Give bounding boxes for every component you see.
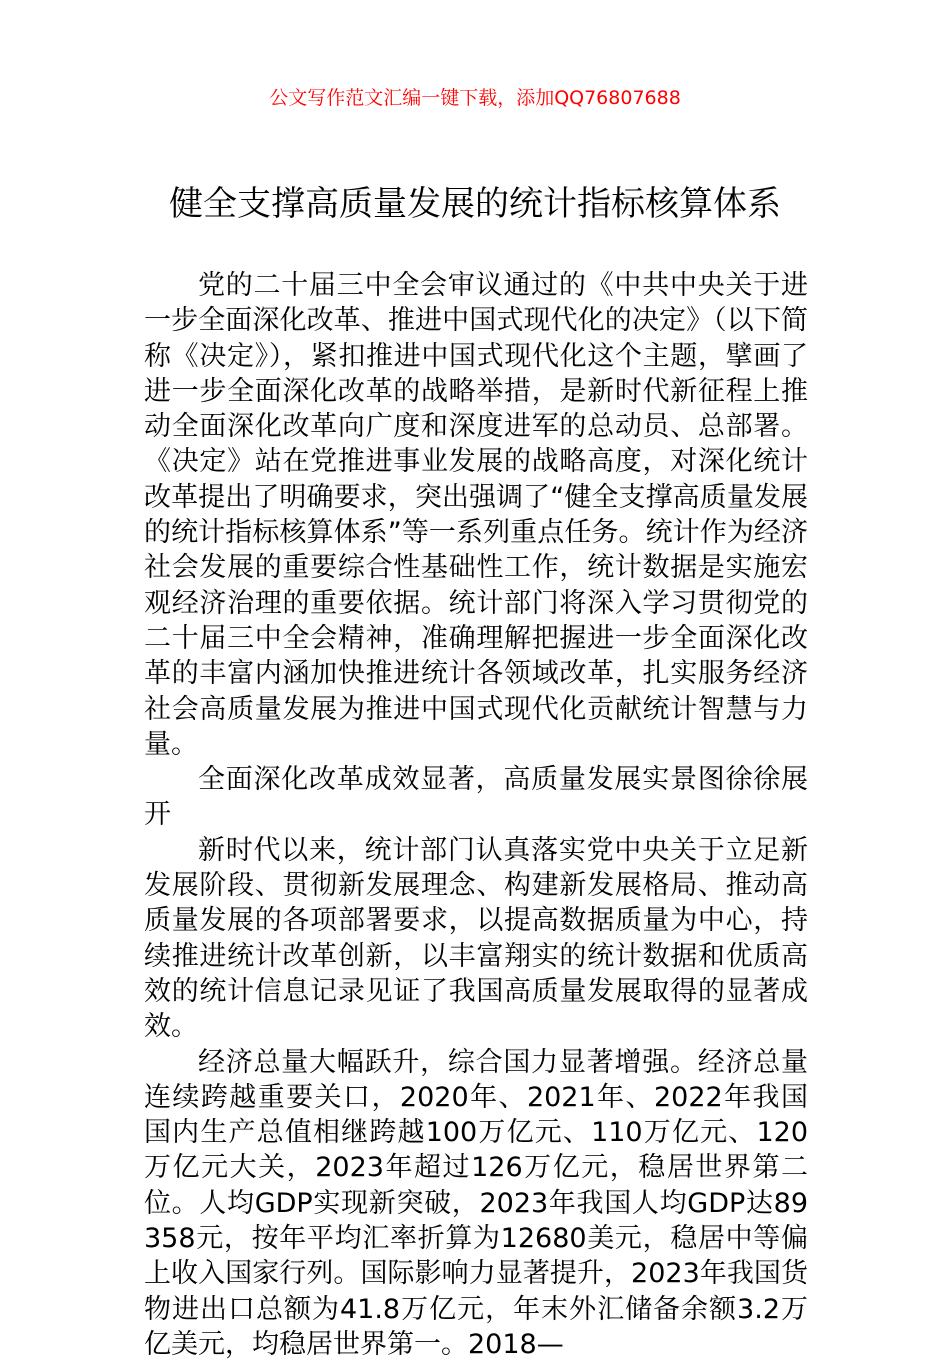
body-paragraph: 党的二十届三中全会审议通过的《中共中央关于进一步全面深化改革、推进中国式现代化的决定》（以下简称《决定》），紧扣推进中国式现代化这个主题，擘画了进一步全面深化改革的战略举措，是新时代新征程上推动全面深化改革向广度和深度进军的总动员、总部署。《决定》站在党推进事业发展的战略高度，对深化统计改革提出了明确要求，突出强调了“健全支撑高质量发展的统计指标核算体系”等一系列重点任务。统计作为经济社会发展的重要综合性基础性工作，统计数据是实施宏观经济治理的重要依据。统计部门将深入学习贯彻党的二十届三中全会精神，准确理解把握进一步全面深化改革的丰富内涵加快推进统计各领域改革，扎实服务经济社会高质量发展为推进中国式现代化贡献统计智慧与力量。 xyxy=(144,270,808,760)
section-heading: 全面深化改革成效显著，高质量发展实景图徐徐展开 xyxy=(144,764,808,831)
document-body xyxy=(144,268,808,1362)
body-paragraph: 新时代以来，统计部门认真落实党中央关于立足新发展阶段、贯彻新发展理念、构建新发展格局、推动高质量发展的各项部署要求，以提高数据质量为中心，持续推进统计改革创新，以丰富翔实的统计数据和优质高效的统计信息记录见证了我国高质量发展取得的显著成效。 xyxy=(144,834,808,1043)
body-paragraph: 经济总量大幅跃升，综合国力显著增强。经济总量连续跨越重要关口，2020年、2021年、2022年我国国内生产总值相继跨越100万亿元、110万亿元、120万亿元大关，2023年超过126万亿元，稳居世界第二位。人均GDP实现新突破，2023年我国人均GDP达89358元，按年平均汇率折算为12680美元，稳居中等偏上收入国家行列。国际影响力显著提升，2023年我国货物进出口总额为41.8万亿元，年末外汇储备余额3.2万亿美元，均稳居世界第一。2018— xyxy=(144,1046,808,1360)
download-promo-note: 公文写作范文汇编一键下载，添加QQ76807688 xyxy=(269,87,681,109)
document-title: 健全支撑高质量发展的统计指标核算体系 xyxy=(169,184,781,224)
